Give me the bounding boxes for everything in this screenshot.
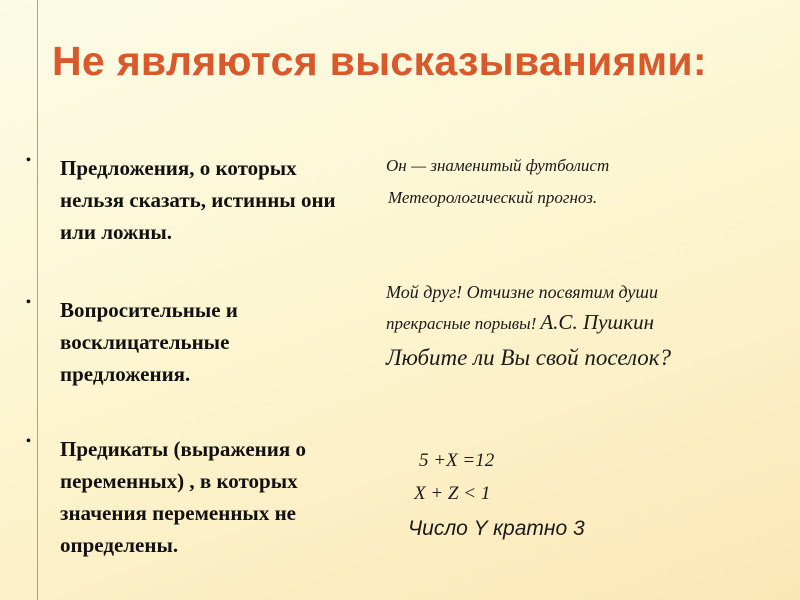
quote-text: прекрасные порывы! (386, 314, 537, 333)
bullet-item-predicates (26, 433, 360, 561)
quote-author: А.С. Пушкин (540, 310, 655, 334)
bullet-text: Вопросительные и восклицательные предложения. (60, 298, 238, 386)
bullet-text: Предикаты (выражения о переменных) , в которых значения переменных не определены. (60, 437, 306, 557)
example-forecast: Метеорологический прогноз. (388, 188, 598, 207)
slide-title: Не являются высказываниями: (52, 38, 707, 84)
bullet-dot-icon: • (26, 434, 31, 449)
bullet-item-undetermined (26, 152, 360, 248)
example-footballer: Он — знаменитый футболист (386, 156, 610, 175)
bullet-dot-icon: • (26, 153, 31, 168)
example-equation: 5 +X =12 (419, 450, 495, 471)
example-divisibility: Число Y кратно 3 (408, 517, 585, 540)
example-quote-line2 (386, 310, 654, 335)
bullet-dot-icon: • (26, 295, 31, 310)
example-question: Любите ли Вы свой поселок? (386, 345, 672, 370)
bullet-text: Предложения, о которых нельзя сказать, истинны они или ложны. (60, 156, 336, 244)
example-quote-line1: Мой друг! Отчизне посвятим души (386, 282, 659, 302)
bullet-item-interrogative (26, 294, 360, 390)
example-inequality: X + Z < 1 (414, 483, 491, 504)
